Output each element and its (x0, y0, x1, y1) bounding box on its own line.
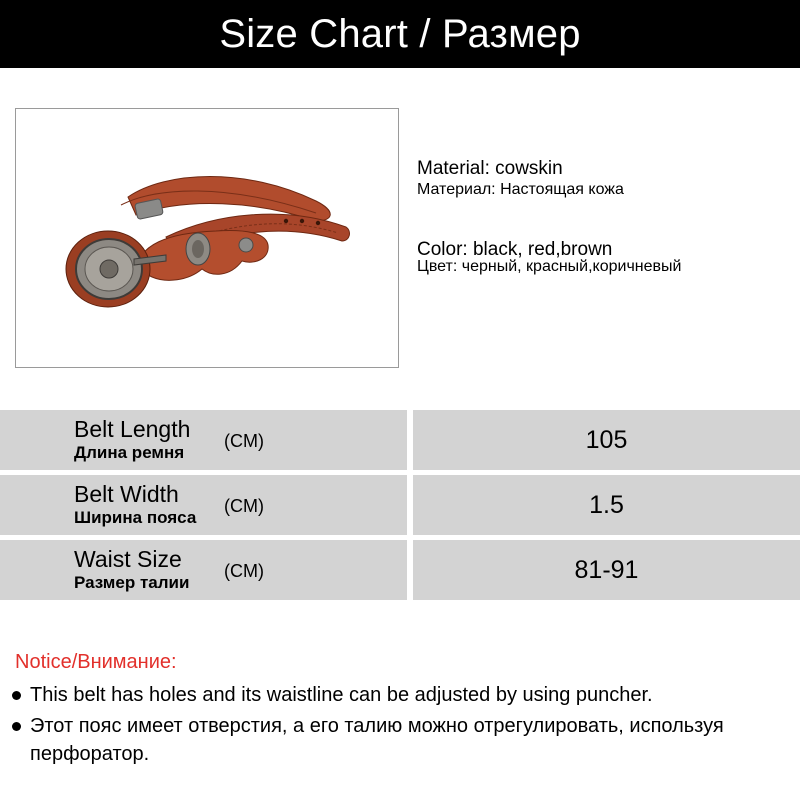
row-label-cell (0, 475, 407, 535)
table-row-waist-size (0, 540, 800, 600)
header-bar (0, 0, 800, 68)
label-en: Belt Width (74, 481, 179, 507)
value-cell: 1.5 (413, 475, 800, 535)
label-ru: Ширина пояса (74, 508, 197, 527)
row-label-cell (0, 410, 407, 470)
product-photo (15, 108, 399, 368)
table-row-belt-length (0, 410, 800, 470)
material-ru: Материал: Настоящая кожа (417, 181, 624, 198)
material-en: Material: cowskin (417, 158, 563, 179)
bullet-dot-icon (12, 691, 21, 700)
belt-illustration (16, 109, 398, 367)
value-cell: 81-91 (413, 540, 800, 600)
color-ru: Цвет: черный, красный,коричневый (417, 258, 682, 275)
bullet-dot-icon (12, 722, 21, 731)
notice-title: Notice/Внимание: (15, 651, 177, 673)
row-label-cell (0, 540, 407, 600)
color-en: Color: black, red,brown (417, 239, 613, 260)
page-title: Size Chart / Размер (219, 11, 581, 56)
unit-label: (CM) (224, 431, 264, 451)
label-en: Waist Size (74, 546, 182, 572)
unit-label: (CM) (224, 561, 264, 581)
value-cell: 105 (413, 410, 800, 470)
label-en: Belt Length (74, 416, 191, 442)
notice-text: Этот пояс имеет отверстия, а его талию можно отрегулировать, используя перфоратор. (30, 715, 724, 765)
table-row-belt-width (0, 475, 800, 535)
label-ru: Длина ремня (74, 443, 185, 462)
notice-text: This belt has holes and its waistline can be adjusted by using puncher. (30, 684, 653, 706)
unit-label: (CM) (224, 496, 264, 516)
label-ru: Размер талии (74, 573, 190, 592)
